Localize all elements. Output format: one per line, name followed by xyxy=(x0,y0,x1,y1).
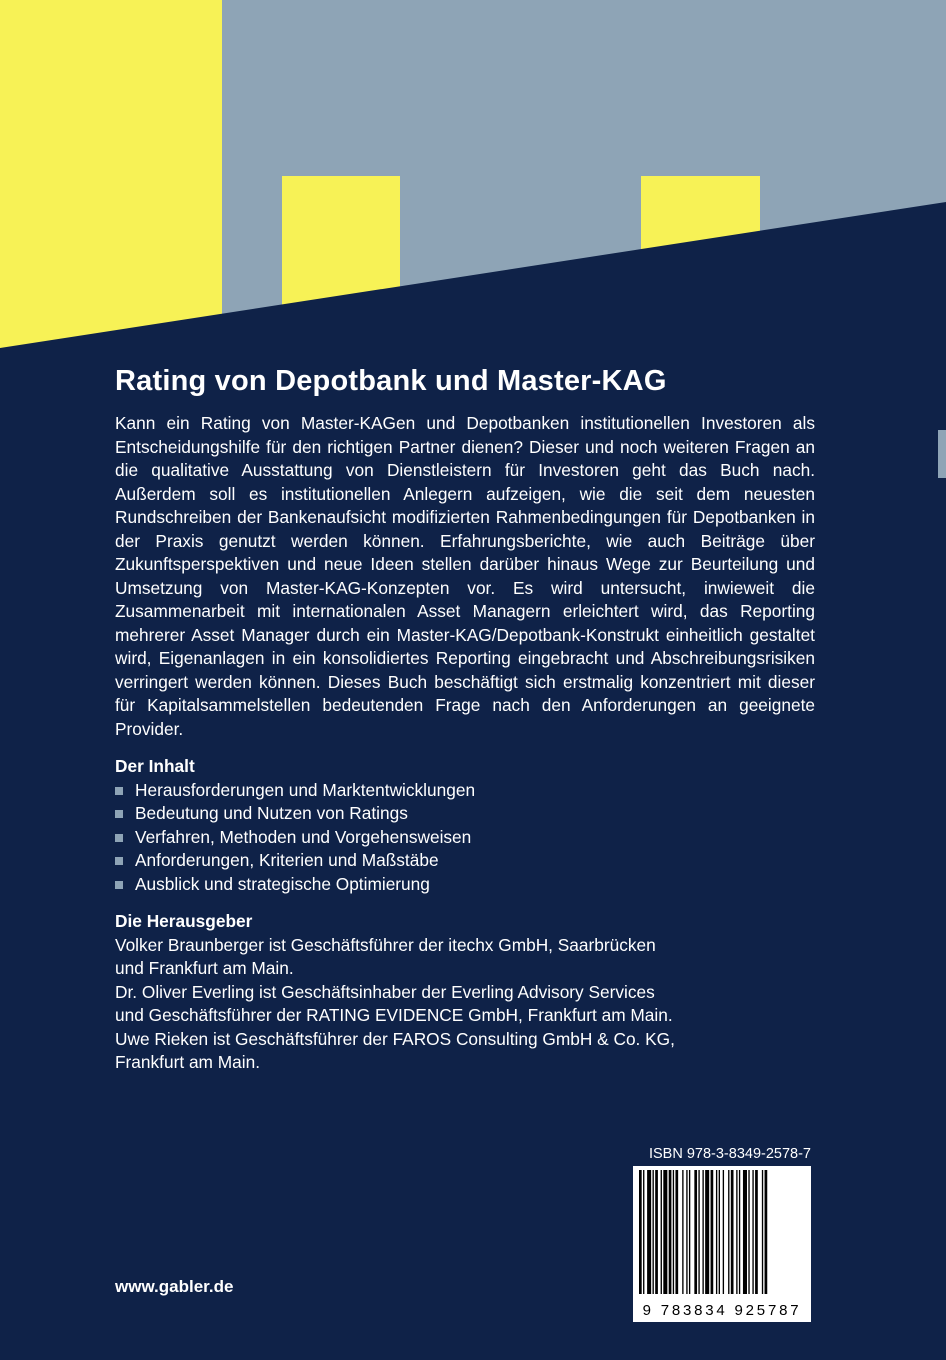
barcode-bar xyxy=(731,1170,734,1294)
barcode-bar xyxy=(762,1170,763,1294)
barcode-bar xyxy=(705,1170,709,1294)
barcode-bar xyxy=(698,1170,699,1294)
barcode-bar xyxy=(663,1170,667,1294)
back-cover-text xyxy=(115,365,815,1075)
barcode-bar xyxy=(719,1170,720,1294)
editor-line: Uwe Rieken ist Geschäftsführer der FAROS Consulting GmbH & Co. KG, xyxy=(115,1028,675,1049)
barcode-bar xyxy=(694,1170,697,1294)
barcode-bar xyxy=(643,1170,644,1294)
barcode-bar xyxy=(723,1170,724,1294)
barcode-bar xyxy=(686,1170,687,1294)
side-tab-marker xyxy=(938,430,946,478)
barcode-bar xyxy=(673,1170,674,1294)
barcode-bar xyxy=(716,1170,717,1294)
publisher-website: www.gabler.de xyxy=(115,1277,234,1296)
isbn-block xyxy=(633,1146,811,1322)
barcode-bar xyxy=(748,1170,749,1294)
barcode-bar xyxy=(639,1170,642,1294)
contents-item: Bedeutung und Nutzen von Ratings xyxy=(115,802,815,826)
editor-line: Volker Braunberger ist Geschäftsführer der itechx GmbH, Saarbrücken xyxy=(115,934,656,955)
contents-item: Anforderungen, Kriterien und Maßstäbe xyxy=(115,849,815,873)
barcode-bar xyxy=(765,1170,768,1294)
barcode-bar xyxy=(661,1170,662,1294)
barcode-bar xyxy=(655,1170,658,1294)
contents-list xyxy=(115,779,815,897)
barcode-bar xyxy=(743,1170,747,1294)
barcode-digits: 9 783834 925787 xyxy=(642,1302,802,1319)
barcode-bar xyxy=(675,1170,678,1294)
editor-line: Dr. Oliver Everling ist Geschäftsinhaber der Everling Advisory Services xyxy=(115,981,655,1002)
barcode-bar xyxy=(647,1170,651,1294)
square-bullet-icon xyxy=(115,834,123,842)
editors-heading: Die Herausgeber xyxy=(115,911,253,931)
square-bullet-icon xyxy=(115,881,123,889)
book-title: Rating von Depotbank und Master-KAG xyxy=(115,365,667,397)
barcode xyxy=(633,1166,811,1322)
barcode-bar xyxy=(669,1170,672,1294)
barcode-bar xyxy=(689,1170,690,1294)
square-bullet-icon xyxy=(115,787,123,795)
barcode-bars xyxy=(637,1170,807,1298)
barcode-bar xyxy=(702,1170,703,1294)
editor-line: und Geschäftsführer der RATING EVIDENCE GmbH, Frankfurt am Main. xyxy=(115,1005,673,1025)
barcode-bar xyxy=(755,1170,758,1294)
editor-line: Frankfurt am Main. xyxy=(115,1052,261,1072)
contents-item: Herausforderungen und Marktentwicklungen xyxy=(115,779,815,803)
barcode-bar xyxy=(711,1170,714,1294)
contents-item: Ausblick und strategische Optimierung xyxy=(115,873,815,897)
barcode-bar xyxy=(653,1170,654,1294)
barcode-bar xyxy=(682,1170,683,1294)
contents-heading: Der Inhalt xyxy=(115,756,195,776)
cover-artwork xyxy=(0,0,946,360)
square-bullet-icon xyxy=(115,810,123,818)
barcode-bar xyxy=(752,1170,753,1294)
isbn-label: ISBN 978-3-8349-2578-7 xyxy=(648,1146,811,1162)
barcode-bar xyxy=(736,1170,737,1294)
editor-line: und Frankfurt am Main. xyxy=(115,958,294,978)
steel-block-top xyxy=(222,0,578,177)
yellow-stripe-left xyxy=(0,0,222,360)
square-bullet-icon xyxy=(115,857,123,865)
contents-item: Verfahren, Methoden und Vorgehensweisen xyxy=(115,826,815,850)
barcode-bar xyxy=(739,1170,740,1294)
book-description: Kann ein Rating von Master-KAGen und Depotbanken institutionellen Investoren als Entscheidungshilfe für den richtigen Partner dienen? Dieser und noch weiteren Fragen an die qualitative Ausstattung von Dienstleistern für Investoren geht das Buch nach. Außerdem soll es institutionellen Anlegern aufzeigen, wie die seit dem neuesten Rundschreiben der Bankenaufsicht modifizierten Rahmenbedingungen für Depotbanken in der Praxis genutzt werden können. Erfahrungsberichte, wie auch Beiträge über Zukunftsperspektiven und neue Ideen stellen darüber hinaus Wege zur Beurteilung und Umsetzung von Master-KAG-Konzepten vor. Es wird untersucht, inwieweit die Zusammenarbeit mit internationalen Asset Managern erleichtert wird, das Reporting mehrerer Asset Manager durch ein Master-KAG/Depotbank-Konstrukt einheitlich gestaltet wird, Eigenanlagen in ein konsolidiertes Reporting eingebracht und Abschreibungsrisiken verringert werden können. Dieses Buch beschäftigt sich erstmalig konzentriert mit dieser für Kapitalsammelstellen bedeutenden Frage nach den Anforderungen an geeignete Provider. xyxy=(115,413,815,739)
barcode-bar xyxy=(728,1170,729,1294)
